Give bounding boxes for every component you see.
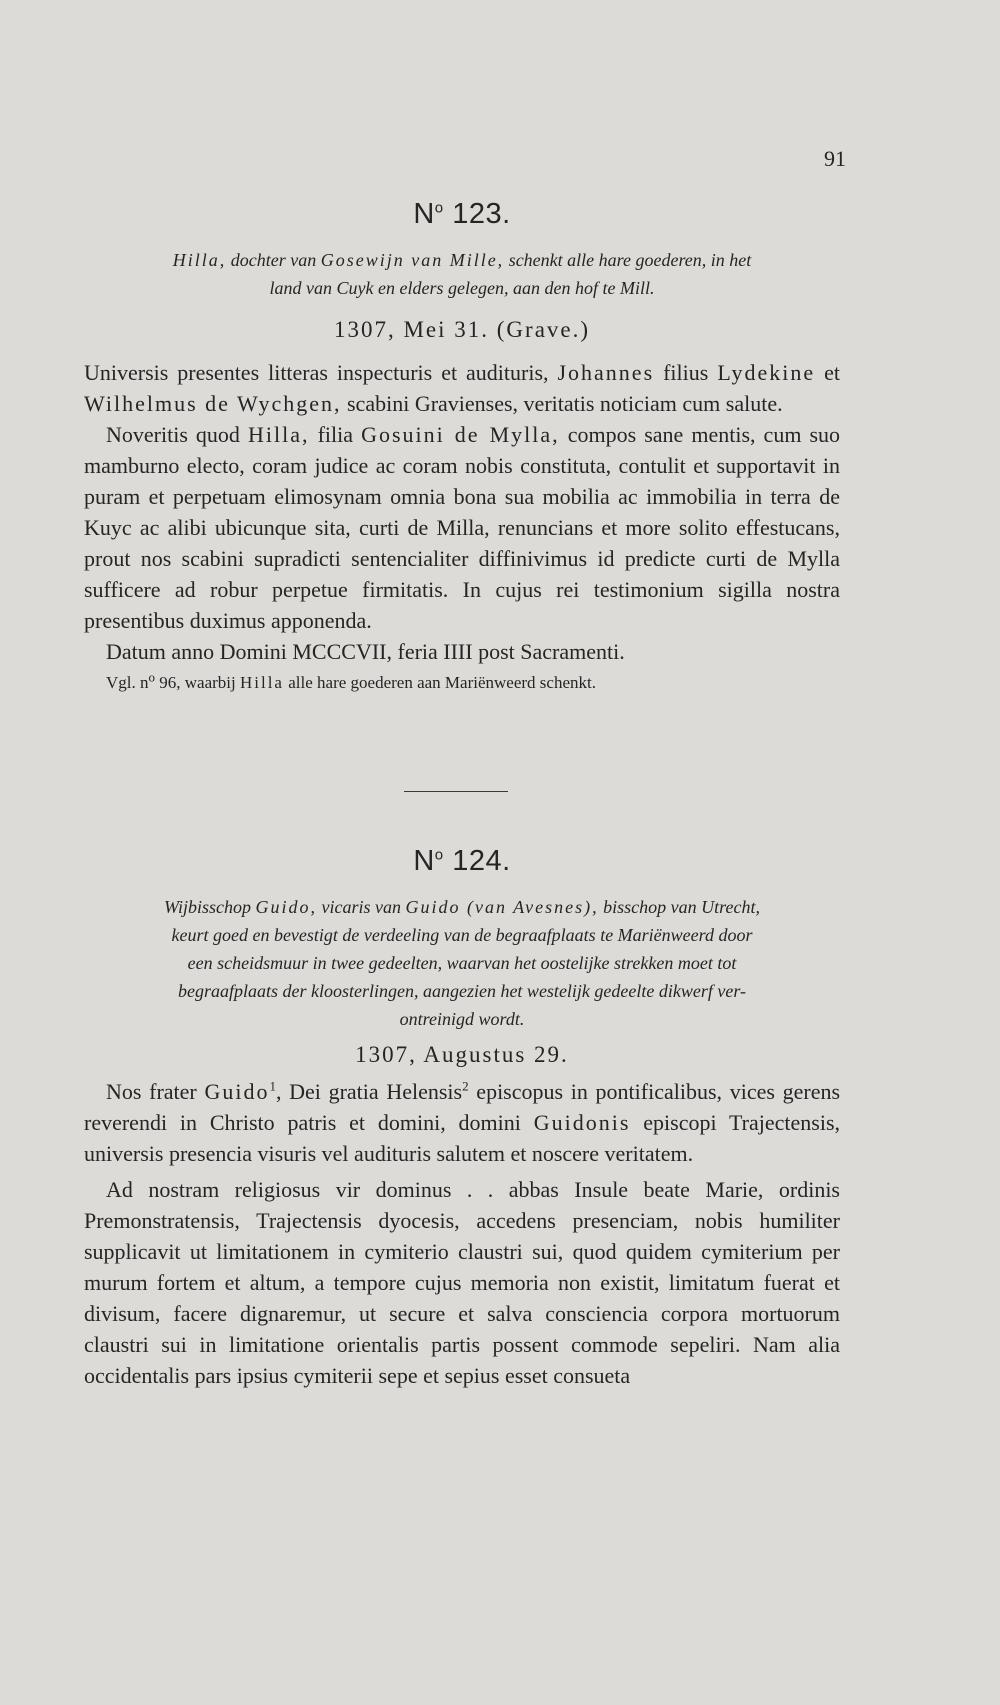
summary-text: bisschop van Utrecht,	[603, 897, 760, 917]
doc-124-heading-sup: o	[434, 846, 444, 864]
doc-124-summary-line-5: ontreinigd wordt.	[399, 1009, 525, 1029]
text-run: , Dei gratia Helensis	[275, 1079, 463, 1104]
text-run: et	[824, 360, 841, 385]
doc-124-body	[84, 1076, 840, 1391]
summary-text: schenkt alle hare goederen, in het	[508, 250, 752, 270]
doc-123-note	[84, 671, 840, 695]
doc-123-summary-line-2: land van Cuyk en elders gelegen, aan den hof te Mill.	[269, 278, 655, 298]
name-lydekine: Lydekine	[717, 360, 816, 385]
summary-name-gosewijn: Gosewijn van Mille,	[320, 250, 505, 270]
summary-text: dochter van	[230, 250, 317, 270]
doc-124-date-line: 1307, Augustus 29.	[355, 1042, 569, 1067]
doc-123-heading	[84, 200, 840, 229]
text-run: Universis presentes litteras inspecturis et audituris,	[84, 360, 549, 385]
page-number: 91	[824, 146, 846, 171]
text-run: scabini Gravienses, veritatis noticiam cum salute.	[347, 391, 783, 416]
summary-name-guido: Guido,	[255, 897, 318, 917]
doc-124-heading-number: 124.	[452, 845, 511, 877]
doc-123-date-line: 1307, Mei 31. (Grave.)	[333, 317, 591, 342]
name-hilla: Hilla,	[248, 422, 310, 447]
doc-123-paragraph-1	[84, 357, 840, 419]
doc-124-heading-prefix: N	[413, 845, 435, 877]
doc-123-summary-line-1	[84, 246, 840, 274]
note-text: Vgl. n	[106, 673, 149, 692]
doc-124-paragraph-2: Ad nostram religiosus vir dominus . . abbas Insule beate Marie, ordinis Premonstratensis, Trajectensis dyocesis, accedens presenciam, nobis humiliter supplicavit ut limitationem in cymiterio claustri sui, quod quidem cymiterium per murum fortem et altum, a tempore cujus memoria non existit, limitatum fuerat et divisum, facere dignaremur, ut secure et salva consciencia corpora mortuorum claustri sui in limitatione orientalis partis possent commode sepeliri. Nam alia occidentalis pars ipsius cymiterii sepe et sepius esset consueta	[84, 1177, 840, 1388]
text-run: filia	[317, 422, 353, 447]
doc-123-heading-sup: o	[434, 199, 444, 217]
name-gosuini: Gosuini de Mylla,	[361, 422, 560, 447]
summary-name-guido-avesnes: Guido (van Avesnes),	[405, 897, 599, 917]
note-text: alle hare goederen aan Mariënweerd schenkt.	[288, 673, 596, 692]
summary-text: Wijbisschop	[164, 897, 252, 917]
doc-123-paragraph-3: Datum anno Domini MCCCVII, feria IIII post Sacramenti.	[106, 639, 625, 664]
doc-124-summary-line-1	[84, 893, 840, 921]
text-run: episcopi Trajectensis, universis presencia visuris vel audituris salutem et noscere veritatem.	[84, 1110, 841, 1166]
note-text: 96, waarbij	[155, 673, 236, 692]
section-divider	[404, 791, 508, 792]
doc-124-summary-line-3: een scheidsmuur in twee gedeelten, waarvan het oostelijke strekken moet tot	[187, 953, 737, 973]
doc-123-heading-number: 123.	[452, 198, 511, 230]
name-guidonis: Guidonis	[533, 1110, 631, 1135]
note-name-hilla: Hilla	[239, 673, 284, 692]
name-wilhelmus: Wilhelmus de Wychgen,	[84, 391, 342, 416]
footnote-ref-1: 1	[269, 1078, 276, 1094]
doc-123-summary	[84, 246, 840, 302]
doc-123-heading-prefix: N	[413, 198, 435, 230]
text-run: filius	[663, 360, 709, 385]
name-guido: Guido	[204, 1079, 270, 1104]
text-run: compos sane mentis, cum suo mamburno electo, coram judice ac coram nobis constituta, contulit et supportavit in puram et perpetuam elimosynam omnia bona sua mobilia ac immobilia in terra de Kuyc ac alibi ubicunque sita, curti de Milla, renuncians et more solito effestucans, prout nos scabini supradicti sentencialiter diffinivimus id predicte curti de Mylla sufficere ad robur perpetue firmitatis. In cujus rei testimonium sigilla nostra presentibus duximus apponenda.	[84, 422, 841, 633]
doc-123-paragraph-2	[84, 419, 840, 636]
text-run: episcopus in pontificalibus, vices gerens reverendi in Christo patris et domini, domini	[84, 1079, 841, 1135]
doc-123-body	[84, 357, 840, 695]
note-sup: o	[148, 669, 155, 685]
text-run: Noveritis quod	[106, 422, 240, 447]
name-johannes: Johannes	[557, 360, 655, 385]
footnote-ref-2: 2	[462, 1078, 469, 1094]
doc-124-summary	[84, 893, 840, 1033]
summary-text: vicaris van	[321, 897, 402, 917]
summary-name-hilla: Hilla,	[172, 250, 227, 270]
doc-124-heading	[84, 847, 840, 876]
doc-124-summary-line-2: keurt goed en bevestigt de verdeeling van de begraafplaats te Mariënweerd door	[171, 925, 753, 945]
doc-124-summary-line-4: begraafplaats der kloosterlingen, aangezien het westelijk gedeelte dikwerf ver-	[177, 981, 746, 1001]
doc-124-paragraph-1	[84, 1076, 840, 1169]
text-run: Nos frater	[106, 1079, 197, 1104]
